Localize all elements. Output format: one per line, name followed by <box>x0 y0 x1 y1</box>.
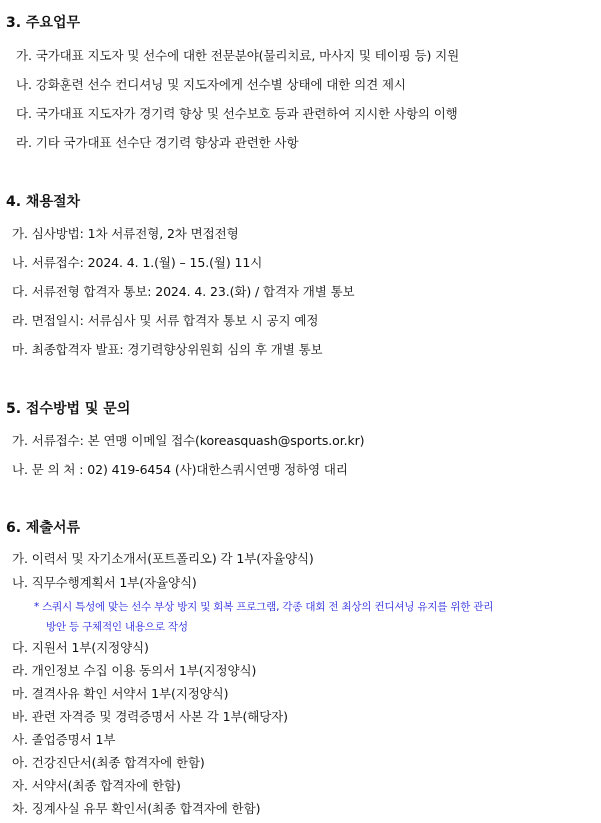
section-3-item-1: 가. 국가대표 지도자 및 선수에 대한 전문분야(물리치료, 마사지 및 테이핑 등) 지원 <box>16 48 460 63</box>
section-6-item-8: 아. 건강진단서(최종 합격자에 한함) <box>12 755 205 770</box>
section-6-item-9: 자. 서약서(최종 합격자에 한함) <box>12 778 181 793</box>
section-6-item-6: 바. 관련 자격증 및 경력증명서 사본 각 1부(해당자) <box>12 709 288 724</box>
section-6-item-3: 다. 지원서 1부(지정양식) <box>12 640 149 655</box>
section-6-heading: 6. 제출서류 <box>6 520 81 536</box>
section-3-item-4: 라. 기타 국가대표 선수단 경기력 향상과 관련한 사항 <box>16 135 299 150</box>
section-3-heading: 3. 주요업무 <box>6 15 81 31</box>
section-4-heading: 4. 채용절차 <box>6 194 81 210</box>
section-3-item-2: 나. 강화훈련 선수 컨디셔닝 및 지도자에게 선수별 상태에 대한 의견 제시 <box>16 77 406 92</box>
section-4-item-5: 마. 최종합격자 발표: 경기력향상위원회 심의 후 개별 통보 <box>12 342 323 357</box>
section-5-heading: 5. 접수방법 및 문의 <box>6 401 131 417</box>
section-6-note-line-1: * 스쿼시 특성에 맞는 선수 부상 방지 및 회복 프로그램, 각종 대회 전 최상의 컨디셔닝 유지를 위한 관리 <box>34 601 494 613</box>
section-6-item-2: 나. 직무수행계획서 1부(자율양식) <box>12 575 197 590</box>
section-6-note-line-2: 방안 등 구체적인 내용으로 작성 <box>46 621 188 633</box>
section-5-item-2: 나. 문 의 처 : 02) 419-6454 (사)대한스쿼시연맹 정하영 대리 <box>12 462 348 477</box>
section-4-item-2: 나. 서류접수: 2024. 4. 1.(월) – 15.(월) 11시 <box>12 255 263 270</box>
section-4-item-3: 다. 서류전형 합격자 통보: 2024. 4. 23.(화) / 합격자 개별 통보 <box>12 284 355 299</box>
section-4-item-4: 라. 면접일시: 서류심사 및 서류 합격자 통보 시 공지 예정 <box>12 313 319 328</box>
section-6-item-7: 사. 졸업증명서 1부 <box>12 732 116 747</box>
section-6-item-10: 차. 징계사실 유무 확인서(최종 합격자에 한함) <box>12 801 261 816</box>
section-5-item-1: 가. 서류접수: 본 연맹 이메일 접수(koreasquash@sports.or.kr) <box>12 433 365 448</box>
section-6-item-4: 라. 개인정보 수집 이용 동의서 1부(지정양식) <box>12 663 257 678</box>
section-6-item-1: 가. 이력서 및 자기소개서(포트폴리오) 각 1부(자율양식) <box>12 551 314 566</box>
section-4-item-1: 가. 심사방법: 1차 서류전형, 2차 면접전형 <box>12 226 239 241</box>
section-6-item-5: 마. 결격사유 확인 서약서 1부(지정양식) <box>12 686 229 701</box>
section-3-item-3: 다. 국가대표 지도자가 경기력 향상 및 선수보호 등과 관련하여 지시한 사항의 이행 <box>16 106 458 121</box>
